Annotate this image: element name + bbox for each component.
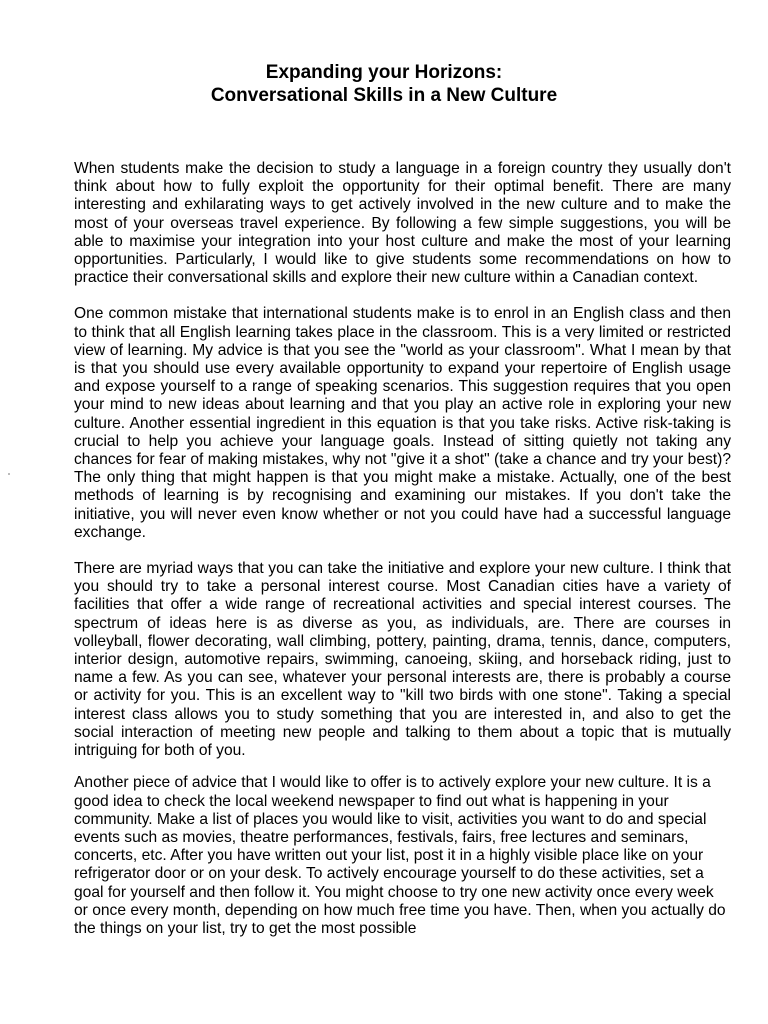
article-body (74, 160, 731, 956)
paragraph: When students make the decision to study a language in a foreign country they usually don't think about how to fully exploit the opportunity for their optimal benefit. There are many interesting and exhilarating ways to get actively involved in the new culture and to make the most of your overseas travel experience. By following a few simple suggestions, you will be able to maximise your integration into your host culture and make the most of your learning opportunities. Particularly, I would like to give students some recommendations on how to practice their conversational skills and explore their new culture within a Canadian context. (74, 160, 731, 287)
title-line-2: Conversational Skills in a New Culture (210, 85, 558, 106)
title-line-1: Expanding your Horizons: (265, 62, 503, 83)
paragraph: Another piece of advice that I would like to offer is to actively explore your new culture. It is a good idea to check the local weekend newspaper to find out what is happening in your community. Make a list of places you would like to visit, activities you want to do and special events such as movies, theatre performances, festivals, fairs, free lectures and seminars, concerts, etc. After you have written out your list, post it in a highly visible place like on your refrigerator door or on your desk. To actively encourage yourself to do these activities, set a goal for yourself and then follow it. You might choose to try one new activity once every week or once every month, depending on how much free time you have. Then, when you actually do the things on your list, try to get the most possible (74, 774, 726, 937)
scan-artifact (8, 473, 10, 475)
page-title (0, 61, 768, 107)
paragraph: There are myriad ways that you can take the initiative and explore your new culture. I think that you should try to take a personal interest course. Most Canadian cities have a variety of facilities that offer a wide range of recreational activities and special interest courses. The spectrum of ideas here is as diverse as you, as individuals, are. There are courses in volleyball, flower decorating, wall climbing, pottery, painting, drama, tennis, dance, computers, interior design, automotive repairs, swimming, canoeing, skiing, and horseback riding, just to name a few. As you can see, whatever your personal interests are, there is probably a course or activity for you. This is an excellent way to "kill two birds with one stone". Taking a special interest class allows you to study something that you are interested in, and also to get the social interaction of meeting new people and talking to them about a topic that is mutually intriguing for both of you. (74, 560, 731, 760)
paragraph: One common mistake that international students make is to enrol in an English class and then to think that all English learning takes place in the classroom. This is a very limited or restricted view of learning. My advice is that you see the "world as your classroom". What I mean by that is that you should use every available opportunity to expand your repertoire of English usage and expose yourself to a range of speaking scenarios. This suggestion requires that you open your mind to new ideas about learning and that you play an active role in exploring your new culture. Another essential ingredient in this equation is that you take risks. Active risk-taking is crucial to help you achieve your language goals. Instead of sitting quietly not taking any chances for fear of making mistakes, why not "give it a shot" (take a chance and try your best)? The only thing that might happen is that you might make a mistake. Actually, one of the best methods of learning is by recognising and examining our mistakes. If you don't take the initiative, you will never even know whether or not you could have had a successful language exchange. (74, 305, 731, 541)
